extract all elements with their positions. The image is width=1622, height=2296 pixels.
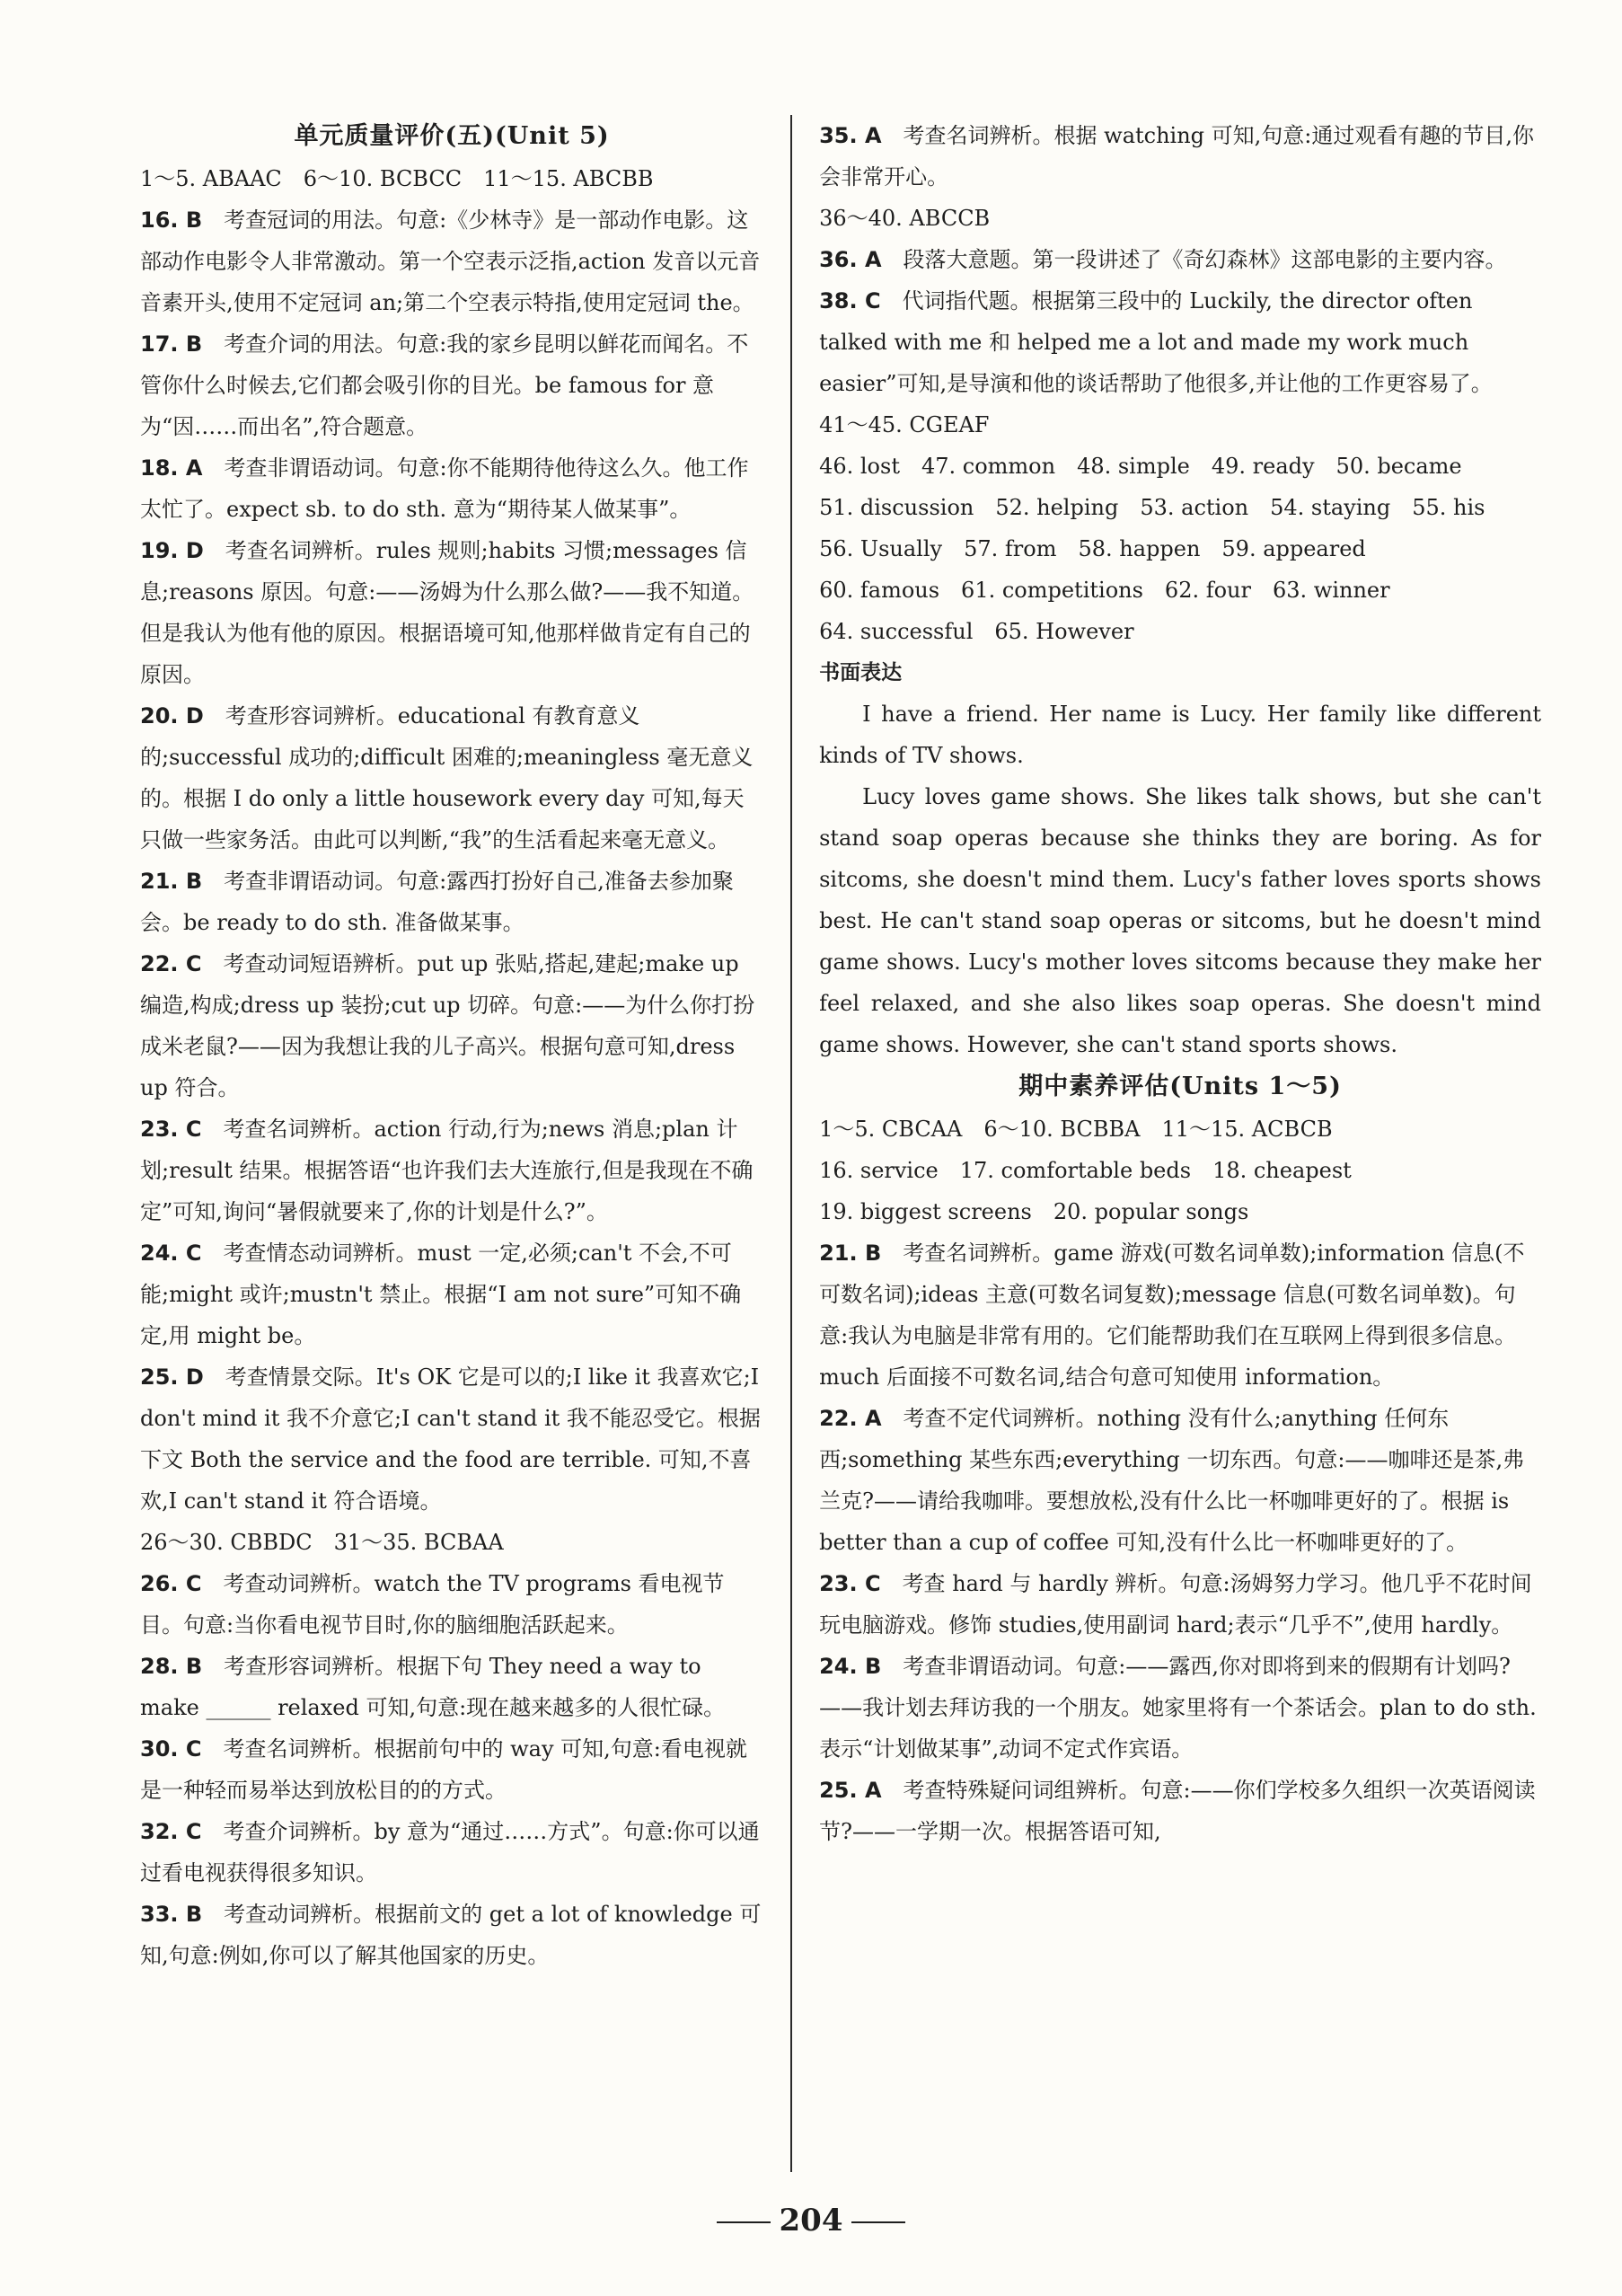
- explanation-entry: [140, 1728, 763, 1811]
- explanation-text: 代词指代题。根据第三段中的 Luckily, the director often talked with me 和 helped me a lot and made my work much easier”可知,是导演和他的谈话帮助了他很多,并让他的工作更容易了。: [819, 288, 1493, 396]
- question-number: 17. B: [140, 331, 203, 357]
- two-column-layout: [140, 115, 1541, 2172]
- explanation-entry: [140, 1356, 763, 1522]
- question-number: 24. C: [140, 1241, 202, 1266]
- question-number: 26. C: [140, 1571, 202, 1596]
- section-title-unit5: 单元质量评价(五)(Unit 5): [294, 122, 610, 150]
- answer-line: 1～5. ABAAC 6～10. BCBCC 11～15. ABCBB: [140, 166, 654, 191]
- answer-line: 64. successful 65. However: [819, 619, 1134, 644]
- question-number: 38. C: [819, 288, 881, 313]
- explanation-text: 考查名词辨析。rules 规则;habits 习惯;messages 信息;reasons 原因。句意:——汤姆为什么那么做?——我不知道。但是我认为他有他的原因。根据语境可知,他那样做肯定有自己的原因。: [140, 538, 754, 687]
- answer-line: 16. service 17. comfortable beds 18. cheapest: [819, 1158, 1352, 1183]
- explanation-entry: [819, 115, 1541, 198]
- question-number: 33. B: [140, 1902, 203, 1927]
- explanation-entry: [140, 1894, 763, 1976]
- answer-line: 19. biggest screens 20. popular songs: [819, 1199, 1249, 1224]
- explanation-entry: [140, 1811, 763, 1894]
- explanation-text: 考查形容词辨析。educational 有教育意义的;successful 成功的;difficult 困难的;meaningless 毫无意义的。根据 I do only a little housework every day 可知,每天只做一些家务活。由此可以判断,“我”的生活看起来毫无意义。: [140, 703, 754, 852]
- explanation-text: 考查情景交际。It's OK 它是可以的;I like it 我喜欢它;I don't mind it 我不介意它;I can't stand it 我不能忍受它。根据下文 Both the service and the food are terrible. 可知,不喜欢,I can't stand it 符合语境。: [140, 1364, 761, 1514]
- explanation-entry: [140, 1108, 763, 1232]
- explanation-entry: [819, 1646, 1541, 1770]
- explanation-entry: [140, 1646, 763, 1728]
- explanation-entry: [819, 1563, 1541, 1646]
- left-column: [140, 115, 790, 2172]
- answer-line: 36～40. ABCCB: [819, 206, 991, 231]
- question-number: 24. B: [819, 1654, 882, 1679]
- question-number: 25. A: [819, 1778, 882, 1803]
- question-number: 21. B: [140, 869, 203, 894]
- answer-line: 51. discussion 52. helping 53. action 54. staying 55. his: [819, 495, 1485, 520]
- explanation-text: 考查名词辨析。game 游戏(可数名词单数);information 信息(不可数名词);ideas 主意(可数名词复数);message 信息(可数名词单数)。句意:我认为电脑是非常有用的。它们能帮助我们在互联网上得到很多信息。much 后面接不可数名词,结合句意可知使用 information。: [819, 1241, 1525, 1390]
- explanation-text: 考查特殊疑问词组辨析。句意:——你们学校多久组织一次英语阅读节?——一学期一次。根据答语可知,: [819, 1778, 1536, 1844]
- question-number: 30. C: [140, 1736, 202, 1762]
- explanation-text: 考查名词辨析。根据 watching 可知,句意:通过观看有趣的节目,你会非常开心。: [819, 123, 1535, 190]
- explanation-entry: [140, 861, 763, 943]
- answer-line: 26～30. CBBDC 31～35. BCBAA: [140, 1530, 504, 1555]
- page-footer: [0, 2203, 1622, 2239]
- explanation-entry: [140, 1563, 763, 1646]
- footer-dash: [717, 2221, 771, 2223]
- explanation-entry: [140, 943, 763, 1108]
- question-number: 23. C: [140, 1117, 202, 1142]
- explanation-entry: [819, 239, 1541, 280]
- explanation-text: 段落大意题。第一段讲述了《奇幻森林》这部电影的主要内容。: [903, 247, 1507, 272]
- question-number: 28. B: [140, 1654, 203, 1679]
- writing-paragraph: I have a friend. Her name is Lucy. Her family like different kinds of TV shows.: [819, 702, 1541, 768]
- question-number: 32. C: [140, 1819, 202, 1844]
- explanation-entry: [140, 199, 763, 323]
- explanation-text: 考查情态动词辨析。must 一定,必须;can't 不会,不可能;might 或许;mustn't 禁止。根据“I am not sure”可知不确定,用 might be。: [140, 1241, 742, 1348]
- explanation-text: 考查动词辨析。watch the TV programs 看电视节目。句意:当你看电视节目时,你的脑细胞活跃起来。: [140, 1571, 725, 1638]
- question-number: 35. A: [819, 123, 882, 148]
- section-title-midterm: 期中素养评估(Units 1～5): [1018, 1073, 1342, 1100]
- explanation-text: 考查介词辨析。by 意为“通过……方式”。句意:你可以通过看电视获得很多知识。: [140, 1819, 760, 1885]
- question-number: 22. C: [140, 951, 202, 976]
- answer-line: 1～5. CBCAA 6～10. BCBBA 11～15. ACBCB: [819, 1117, 1333, 1142]
- question-number: 16. B: [140, 208, 203, 233]
- explanation-entry: [819, 1232, 1541, 1398]
- question-number: 19. D: [140, 538, 204, 563]
- explanation-text: 考查非谓语动词。句意:你不能期待他待这么久。他工作太忙了。expect sb. to do sth. 意为“期待某人做某事”。: [140, 455, 749, 522]
- explanation-entry: [819, 1770, 1541, 1852]
- answer-line: 56. Usually 57. from 58. happen 59. appeared: [819, 536, 1366, 561]
- explanation-text: 考查非谓语动词。句意:露西打扮好自己,准备去参加聚会。be ready to do sth. 准备做某事。: [140, 869, 734, 935]
- explanation-entry: [140, 447, 763, 530]
- explanation-entry: [140, 695, 763, 861]
- explanation-text: 考查名词辨析。根据前句中的 way 可知,句意:看电视就是一种轻而易举达到放松目的的方式。: [140, 1736, 747, 1803]
- footer-dash: [851, 2221, 905, 2223]
- explanation-text: 考查非谓语动词。句意:——露西,你对即将到来的假期有计划吗?——我计划去拜访我的一个朋友。她家里将有一个茶话会。plan to do sth. 表示“计划做某事”,动词不定式作宾语。: [819, 1654, 1537, 1762]
- question-number: 36. A: [819, 247, 882, 272]
- explanation-text: 考查形容词辨析。根据下句 They need a way to make ______ relaxed 可知,句意:现在越来越多的人很忙碌。: [140, 1654, 726, 1720]
- explanation-text: 考查动词辨析。根据前文的 get a lot of knowledge 可知,句意:例如,你可以了解其他国家的历史。: [140, 1902, 762, 1968]
- writing-paragraph: Lucy loves game shows. She likes talk shows, but she can't stand soap operas because she thinks they are boring. As for sitcoms, she doesn't mind them. Lucy's father loves sports shows best. He can't stand soap operas or sitcoms, but he doesn't mind game shows. Lucy's mother loves sitcoms because they make her feel relaxed, and she also likes soap operas. She doesn't mind game shows. However, she can't stand sports shows.: [819, 784, 1541, 1057]
- explanation-entry: [140, 530, 763, 695]
- question-number: 22. A: [819, 1406, 882, 1431]
- explanation-text: 考查名词辨析。action 行动,行为;news 消息;plan 计划;result 结果。根据答语“也许我们去大连旅行,但是我现在不确定”可知,询问“暑假就要来了,你的计划是什么?”。: [140, 1117, 754, 1224]
- explanation-text: 考查介词的用法。句意:我的家乡昆明以鲜花而闻名。不管你什么时候去,它们都会吸引你的目光。be famous for 意为“因……而出名”,符合题意。: [140, 331, 749, 439]
- question-number: 21. B: [819, 1241, 882, 1266]
- answer-line: 60. famous 61. competitions 62. four 63. winner: [819, 578, 1390, 603]
- explanation-text: 考查 hard 与 hardly 辨析。句意:汤姆努力学习。他几乎不花时间玩电脑游戏。修饰 studies,使用副词 hard;表示“几乎不”,使用 hardly。: [819, 1571, 1532, 1638]
- question-number: 18. A: [140, 455, 203, 481]
- explanation-entry: [140, 323, 763, 447]
- question-number: 25. D: [140, 1364, 204, 1390]
- explanation-text: 考查冠词的用法。句意:《少林寺》是一部动作电影。这部动作电影令人非常激动。第一个空表示泛指,action 发音以元音音素开头,使用不定冠词 an;第二个空表示特指,使用定冠词 the。: [140, 208, 761, 315]
- question-number: 20. D: [140, 703, 204, 729]
- right-column: [792, 115, 1541, 2172]
- answer-line: 41～45. CGEAF: [819, 412, 990, 437]
- question-number: 23. C: [819, 1571, 881, 1596]
- page-number: 204: [779, 2203, 843, 2239]
- explanation-text: 考查不定代词辨析。nothing 没有什么;anything 任何东西;something 某些东西;everything 一切东西。句意:——咖啡还是茶,弗兰克?——请给我咖啡。要想放松,没有什么比一杯咖啡更好的了。根据 is better than a cup of coffee 可知,没有什么比一杯咖啡更好的了。: [819, 1406, 1525, 1555]
- explanation-entry: [819, 1398, 1541, 1563]
- writing-heading: 书面表达: [819, 661, 903, 684]
- explanation-entry: [819, 280, 1541, 404]
- explanation-text: 考查动词短语辨析。put up 张贴,搭起,建起;make up 编造,构成;dress up 装扮;cut up 切碎。句意:——为什么你打扮成米老鼠?——因为我想让我的儿子高兴。根据句意可知,dress up 符合。: [140, 951, 755, 1100]
- answer-line: 46. lost 47. common 48. simple 49. ready 50. became: [819, 454, 1462, 479]
- explanation-entry: [140, 1232, 763, 1356]
